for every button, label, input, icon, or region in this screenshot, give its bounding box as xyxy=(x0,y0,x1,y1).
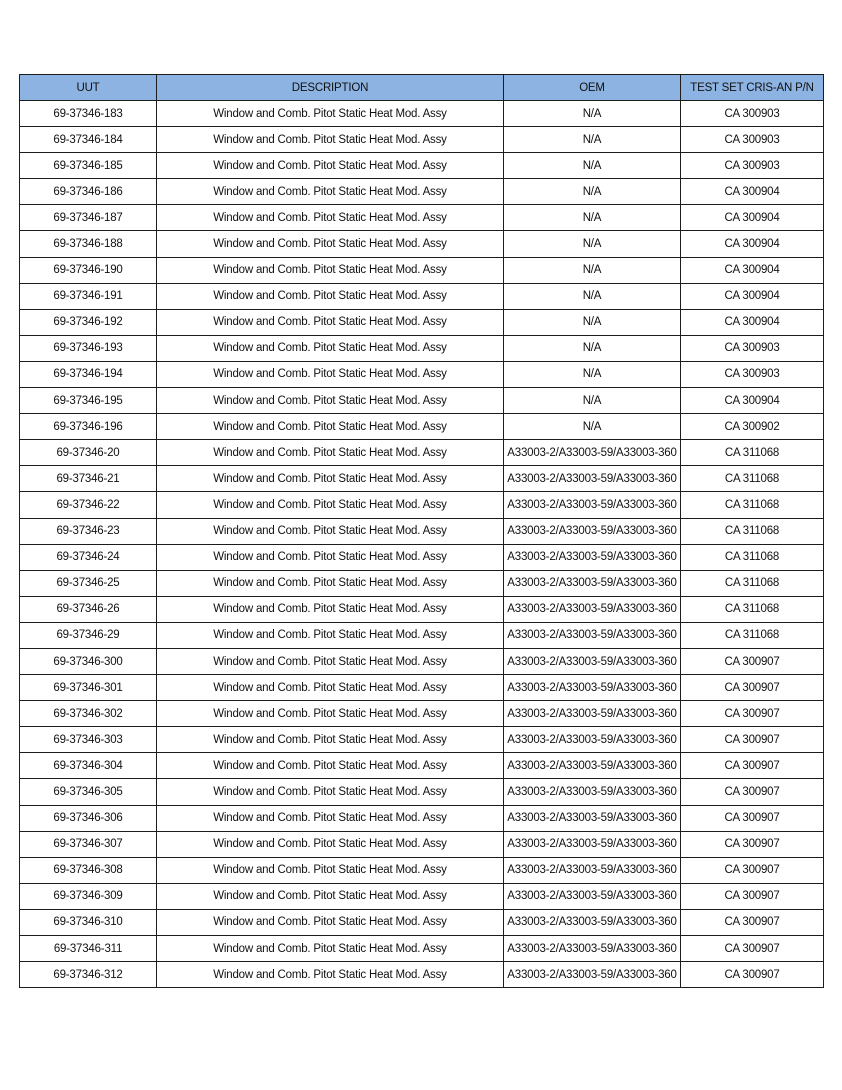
cell-uut: 69-37346-312 xyxy=(20,962,157,988)
cell-test-set-pn: CA 300907 xyxy=(681,883,824,909)
cell-oem: A33003-2/A33003-59/A33003-360 xyxy=(504,440,681,466)
table-row xyxy=(20,518,824,544)
cell-description: Window and Comb. Pitot Static Heat Mod. Assy xyxy=(157,101,504,127)
cell-description: Window and Comb. Pitot Static Heat Mod. Assy xyxy=(157,492,504,518)
cell-test-set-pn: CA 300904 xyxy=(681,283,824,309)
cell-test-set-pn: CA 300903 xyxy=(681,127,824,153)
table-row xyxy=(20,962,824,988)
table-row xyxy=(20,466,824,492)
cell-uut: 69-37346-20 xyxy=(20,440,157,466)
table-row xyxy=(20,153,824,179)
cell-description: Window and Comb. Pitot Static Heat Mod. Assy xyxy=(157,205,504,231)
cell-description: Window and Comb. Pitot Static Heat Mod. Assy xyxy=(157,335,504,361)
cell-description: Window and Comb. Pitot Static Heat Mod. Assy xyxy=(157,883,504,909)
cell-description: Window and Comb. Pitot Static Heat Mod. Assy xyxy=(157,596,504,622)
table-row xyxy=(20,936,824,962)
cell-test-set-pn: CA 300904 xyxy=(681,231,824,257)
table-row xyxy=(20,883,824,909)
cell-uut: 69-37346-304 xyxy=(20,753,157,779)
cell-test-set-pn: CA 300907 xyxy=(681,857,824,883)
cell-oem: A33003-2/A33003-59/A33003-360 xyxy=(504,909,681,935)
cell-oem: A33003-2/A33003-59/A33003-360 xyxy=(504,701,681,727)
cell-test-set-pn: CA 300907 xyxy=(681,648,824,674)
cell-uut: 69-37346-23 xyxy=(20,518,157,544)
cell-test-set-pn: CA 300903 xyxy=(681,153,824,179)
cell-oem: N/A xyxy=(504,179,681,205)
table-row xyxy=(20,805,824,831)
table-row xyxy=(20,831,824,857)
cell-test-set-pn: CA 300907 xyxy=(681,936,824,962)
cell-description: Window and Comb. Pitot Static Heat Mod. Assy xyxy=(157,909,504,935)
cell-oem: N/A xyxy=(504,257,681,283)
cell-test-set-pn: CA 300907 xyxy=(681,753,824,779)
table-row xyxy=(20,127,824,153)
cell-uut: 69-37346-26 xyxy=(20,596,157,622)
cell-description: Window and Comb. Pitot Static Heat Mod. Assy xyxy=(157,179,504,205)
cell-oem: N/A xyxy=(504,335,681,361)
cell-oem: A33003-2/A33003-59/A33003-360 xyxy=(504,805,681,831)
cell-uut: 69-37346-188 xyxy=(20,231,157,257)
cell-description: Window and Comb. Pitot Static Heat Mod. Assy xyxy=(157,779,504,805)
parts-table-container xyxy=(19,74,824,988)
cell-uut: 69-37346-22 xyxy=(20,492,157,518)
cell-description: Window and Comb. Pitot Static Heat Mod. Assy xyxy=(157,701,504,727)
cell-test-set-pn: CA 300907 xyxy=(681,962,824,988)
cell-description: Window and Comb. Pitot Static Heat Mod. Assy xyxy=(157,466,504,492)
cell-oem: A33003-2/A33003-59/A33003-360 xyxy=(504,936,681,962)
cell-description: Window and Comb. Pitot Static Heat Mod. Assy xyxy=(157,309,504,335)
cell-uut: 69-37346-301 xyxy=(20,675,157,701)
table-header-row xyxy=(20,75,824,101)
cell-oem: A33003-2/A33003-59/A33003-360 xyxy=(504,675,681,701)
cell-oem: A33003-2/A33003-59/A33003-360 xyxy=(504,727,681,753)
cell-description: Window and Comb. Pitot Static Heat Mod. Assy xyxy=(157,127,504,153)
cell-oem: N/A xyxy=(504,153,681,179)
cell-uut: 69-37346-21 xyxy=(20,466,157,492)
table-row xyxy=(20,283,824,309)
cell-description: Window and Comb. Pitot Static Heat Mod. Assy xyxy=(157,648,504,674)
cell-oem: A33003-2/A33003-59/A33003-360 xyxy=(504,596,681,622)
table-row xyxy=(20,909,824,935)
cell-description: Window and Comb. Pitot Static Heat Mod. Assy xyxy=(157,518,504,544)
table-row xyxy=(20,492,824,518)
table-row xyxy=(20,857,824,883)
cell-test-set-pn: CA 300903 xyxy=(681,335,824,361)
table-row xyxy=(20,309,824,335)
cell-description: Window and Comb. Pitot Static Heat Mod. Assy xyxy=(157,805,504,831)
table-body xyxy=(20,101,824,988)
table-row xyxy=(20,388,824,414)
cell-test-set-pn: CA 311068 xyxy=(681,440,824,466)
table-row xyxy=(20,622,824,648)
cell-test-set-pn: CA 300904 xyxy=(681,388,824,414)
cell-oem: A33003-2/A33003-59/A33003-360 xyxy=(504,883,681,909)
cell-test-set-pn: CA 311068 xyxy=(681,518,824,544)
cell-oem: A33003-2/A33003-59/A33003-360 xyxy=(504,466,681,492)
cell-oem: A33003-2/A33003-59/A33003-360 xyxy=(504,779,681,805)
cell-uut: 69-37346-300 xyxy=(20,648,157,674)
cell-test-set-pn: CA 311068 xyxy=(681,544,824,570)
header-uut: UUT xyxy=(20,75,157,101)
cell-uut: 69-37346-185 xyxy=(20,153,157,179)
cell-test-set-pn: CA 300907 xyxy=(681,779,824,805)
cell-uut: 69-37346-302 xyxy=(20,701,157,727)
table-row xyxy=(20,727,824,753)
cell-uut: 69-37346-187 xyxy=(20,205,157,231)
cell-test-set-pn: CA 311068 xyxy=(681,466,824,492)
cell-test-set-pn: CA 311068 xyxy=(681,622,824,648)
cell-oem: N/A xyxy=(504,283,681,309)
cell-test-set-pn: CA 300904 xyxy=(681,309,824,335)
cell-oem: N/A xyxy=(504,414,681,440)
cell-description: Window and Comb. Pitot Static Heat Mod. Assy xyxy=(157,831,504,857)
cell-oem: A33003-2/A33003-59/A33003-360 xyxy=(504,622,681,648)
cell-test-set-pn: CA 300907 xyxy=(681,831,824,857)
table-row xyxy=(20,570,824,596)
cell-uut: 69-37346-305 xyxy=(20,779,157,805)
cell-oem: A33003-2/A33003-59/A33003-360 xyxy=(504,857,681,883)
cell-description: Window and Comb. Pitot Static Heat Mod. Assy xyxy=(157,544,504,570)
cell-description: Window and Comb. Pitot Static Heat Mod. Assy xyxy=(157,414,504,440)
cell-test-set-pn: CA 300907 xyxy=(681,675,824,701)
cell-description: Window and Comb. Pitot Static Heat Mod. Assy xyxy=(157,936,504,962)
table-row xyxy=(20,675,824,701)
cell-oem: A33003-2/A33003-59/A33003-360 xyxy=(504,831,681,857)
cell-description: Window and Comb. Pitot Static Heat Mod. Assy xyxy=(157,622,504,648)
cell-uut: 69-37346-303 xyxy=(20,727,157,753)
cell-oem: N/A xyxy=(504,231,681,257)
table-row xyxy=(20,779,824,805)
cell-description: Window and Comb. Pitot Static Heat Mod. Assy xyxy=(157,153,504,179)
cell-oem: A33003-2/A33003-59/A33003-360 xyxy=(504,518,681,544)
table-row xyxy=(20,544,824,570)
cell-oem: N/A xyxy=(504,127,681,153)
cell-test-set-pn: CA 300903 xyxy=(681,101,824,127)
table-row xyxy=(20,414,824,440)
header-description: DESCRIPTION xyxy=(157,75,504,101)
cell-uut: 69-37346-196 xyxy=(20,414,157,440)
cell-oem: N/A xyxy=(504,205,681,231)
cell-uut: 69-37346-311 xyxy=(20,936,157,962)
cell-oem: A33003-2/A33003-59/A33003-360 xyxy=(504,753,681,779)
cell-uut: 69-37346-310 xyxy=(20,909,157,935)
table-row xyxy=(20,648,824,674)
cell-uut: 69-37346-25 xyxy=(20,570,157,596)
cell-uut: 69-37346-193 xyxy=(20,335,157,361)
cell-uut: 69-37346-307 xyxy=(20,831,157,857)
cell-oem: A33003-2/A33003-59/A33003-360 xyxy=(504,492,681,518)
table-row xyxy=(20,596,824,622)
cell-test-set-pn: CA 311068 xyxy=(681,570,824,596)
cell-description: Window and Comb. Pitot Static Heat Mod. Assy xyxy=(157,283,504,309)
cell-oem: N/A xyxy=(504,309,681,335)
header-test-set-pn: TEST SET CRIS-AN P/N xyxy=(681,75,824,101)
cell-description: Window and Comb. Pitot Static Heat Mod. Assy xyxy=(157,962,504,988)
table-row xyxy=(20,701,824,727)
cell-test-set-pn: CA 300904 xyxy=(681,257,824,283)
table-row xyxy=(20,257,824,283)
cell-uut: 69-37346-191 xyxy=(20,283,157,309)
cell-oem: N/A xyxy=(504,388,681,414)
cell-oem: A33003-2/A33003-59/A33003-360 xyxy=(504,570,681,596)
cell-uut: 69-37346-308 xyxy=(20,857,157,883)
cell-uut: 69-37346-192 xyxy=(20,309,157,335)
cell-oem: A33003-2/A33003-59/A33003-360 xyxy=(504,962,681,988)
cell-test-set-pn: CA 300907 xyxy=(681,805,824,831)
table-row xyxy=(20,205,824,231)
cell-uut: 69-37346-184 xyxy=(20,127,157,153)
cell-uut: 69-37346-29 xyxy=(20,622,157,648)
cell-uut: 69-37346-195 xyxy=(20,388,157,414)
cell-uut: 69-37346-306 xyxy=(20,805,157,831)
cell-test-set-pn: CA 300904 xyxy=(681,179,824,205)
parts-table xyxy=(19,74,824,988)
cell-description: Window and Comb. Pitot Static Heat Mod. Assy xyxy=(157,257,504,283)
cell-test-set-pn: CA 300904 xyxy=(681,205,824,231)
cell-oem: A33003-2/A33003-59/A33003-360 xyxy=(504,544,681,570)
cell-oem: N/A xyxy=(504,361,681,387)
cell-description: Window and Comb. Pitot Static Heat Mod. Assy xyxy=(157,361,504,387)
table-row xyxy=(20,361,824,387)
cell-description: Window and Comb. Pitot Static Heat Mod. Assy xyxy=(157,727,504,753)
table-row xyxy=(20,231,824,257)
cell-uut: 69-37346-194 xyxy=(20,361,157,387)
cell-uut: 69-37346-190 xyxy=(20,257,157,283)
cell-description: Window and Comb. Pitot Static Heat Mod. Assy xyxy=(157,440,504,466)
cell-uut: 69-37346-183 xyxy=(20,101,157,127)
cell-test-set-pn: CA 300907 xyxy=(681,701,824,727)
table-row xyxy=(20,753,824,779)
table-row xyxy=(20,101,824,127)
header-oem: OEM xyxy=(504,75,681,101)
cell-test-set-pn: CA 300903 xyxy=(681,361,824,387)
cell-description: Window and Comb. Pitot Static Heat Mod. Assy xyxy=(157,231,504,257)
cell-test-set-pn: CA 311068 xyxy=(681,492,824,518)
table-row xyxy=(20,335,824,361)
table-row xyxy=(20,440,824,466)
cell-uut: 69-37346-309 xyxy=(20,883,157,909)
cell-oem: N/A xyxy=(504,101,681,127)
cell-description: Window and Comb. Pitot Static Heat Mod. Assy xyxy=(157,388,504,414)
cell-test-set-pn: CA 300907 xyxy=(681,909,824,935)
cell-test-set-pn: CA 311068 xyxy=(681,596,824,622)
cell-description: Window and Comb. Pitot Static Heat Mod. Assy xyxy=(157,675,504,701)
cell-test-set-pn: CA 300907 xyxy=(681,727,824,753)
table-row xyxy=(20,179,824,205)
cell-uut: 69-37346-24 xyxy=(20,544,157,570)
cell-test-set-pn: CA 300902 xyxy=(681,414,824,440)
cell-uut: 69-37346-186 xyxy=(20,179,157,205)
cell-description: Window and Comb. Pitot Static Heat Mod. Assy xyxy=(157,857,504,883)
cell-description: Window and Comb. Pitot Static Heat Mod. Assy xyxy=(157,753,504,779)
cell-description: Window and Comb. Pitot Static Heat Mod. Assy xyxy=(157,570,504,596)
cell-oem: A33003-2/A33003-59/A33003-360 xyxy=(504,648,681,674)
